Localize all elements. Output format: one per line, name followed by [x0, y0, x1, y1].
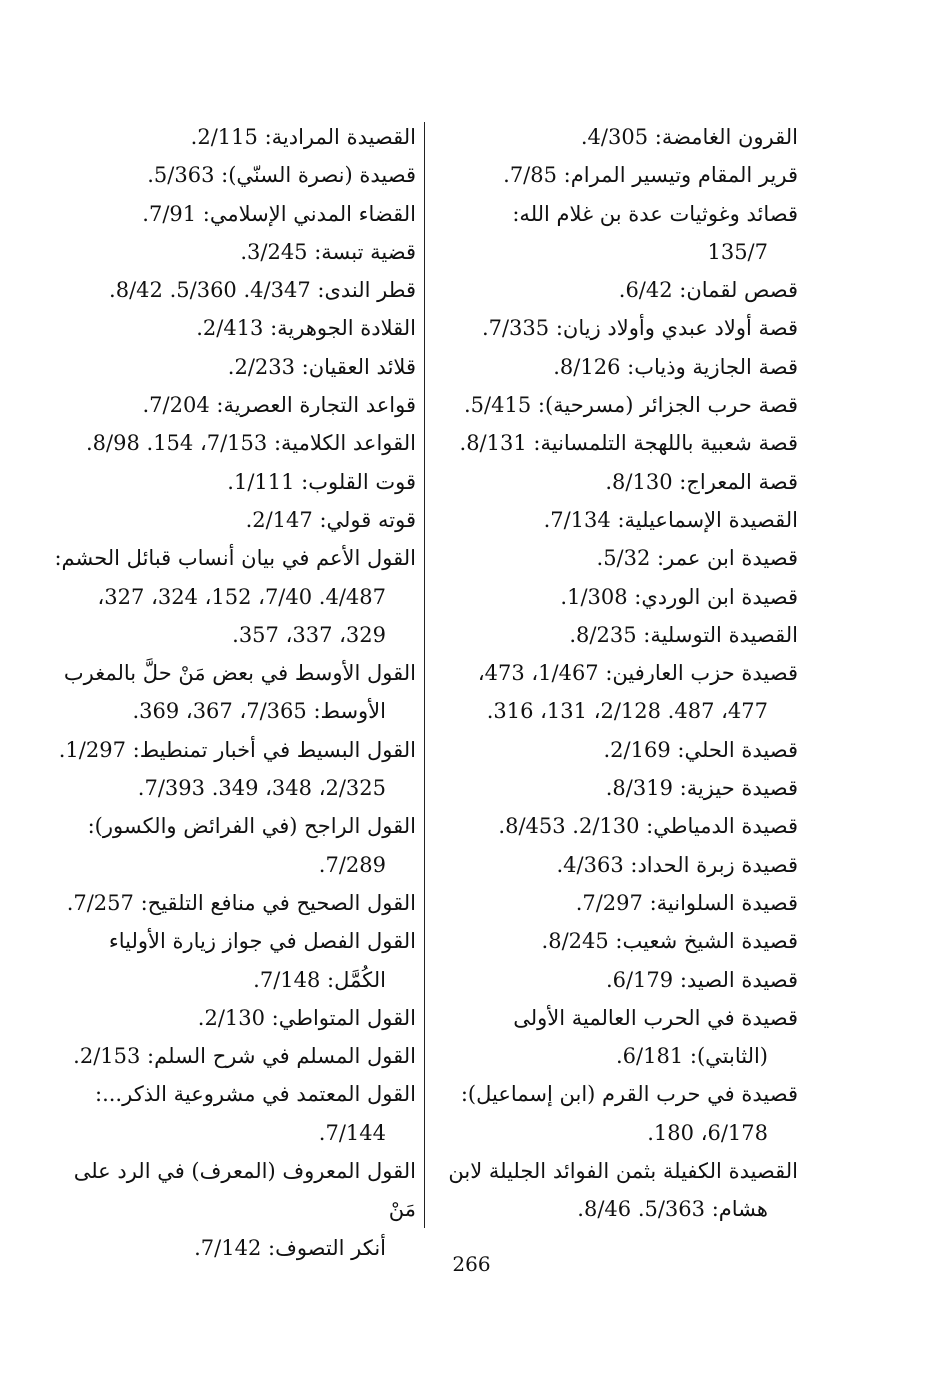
entry-line: القضاء المدني الإسلامي: 7/91.: [142, 201, 416, 226]
entry-line: القول الصحيح في منافع التلقيح: 7/257.: [66, 890, 416, 915]
index-entry: [430, 999, 798, 1076]
entry-line: قصيدة في الحرب العالمية الأولى: [513, 1005, 798, 1030]
entry-line: القول الفصل في جواز زيارة الأولياء: [108, 929, 416, 954]
entry-line: قصة حرب الجزائر (مسرحية): 5/415.: [463, 393, 798, 418]
index-entry: [48, 271, 416, 309]
index-entry: [430, 961, 798, 999]
index-entry: [48, 501, 416, 539]
index-entry: [430, 309, 798, 347]
entry-line: القول الأوسط في بعض مَنْ حلَّ بالمغرب: [63, 661, 416, 686]
index-entry: [430, 731, 798, 769]
entry-line: القلادة الجوهرية: 2/413.: [196, 316, 416, 341]
entry-continuation-line: 6/178، 180.: [647, 1120, 768, 1145]
entry-continuation-line: 477، 487. 2/128، 131، 316.: [486, 699, 768, 724]
entry-line: القرون الغامضة: 4/305.: [580, 125, 798, 149]
entry-line: قصص لقمان: 6/42.: [618, 278, 798, 303]
entry-line: قصة الجازية وذياب: 8/126.: [553, 354, 798, 379]
index-entry: [48, 999, 416, 1037]
entry-line: القصيدة التوسلية: 8/235.: [569, 622, 798, 647]
entry-continuation-line: 2/325، 348، 349. 7/393.: [137, 776, 386, 801]
entry-line: قصيدة حيزية: 8/319.: [605, 776, 798, 801]
index-entry: [430, 271, 798, 309]
index-entry: [48, 807, 416, 884]
index-entry: [48, 309, 416, 347]
entry-line: قصة المعراج: 8/130.: [605, 469, 798, 494]
entry-line: قوته قولي: 2/147.: [245, 507, 416, 532]
entry-line: القول المعروف (المعرف) في الرد على مَنْ: [73, 1159, 416, 1222]
index-entry: [48, 922, 416, 999]
entry-line: القصيدة الكفيلة بثمن الفوائد الجليلة لابن: [448, 1159, 798, 1184]
index-entry: [48, 539, 416, 654]
entry-line: قواعد التجارة العصرية: 7/204.: [142, 393, 416, 418]
entry-line: القواعد الكلامية: 7/153، 154. 8/98.: [85, 431, 416, 456]
index-column-right: [430, 118, 798, 1229]
entry-line: قصيدة ابن عمر: 5/32.: [596, 546, 798, 571]
entry-line: القصيدة الإسماعيلية: 7/134.: [543, 507, 798, 532]
entry-continuation-line: 329، 337، 357.: [232, 622, 386, 647]
entry-line: قوت القلوب: 1/111.: [227, 469, 416, 494]
entry-continuation-line: الكُمَّل: 7/148.: [253, 967, 386, 992]
entry-line: قلائد العقيان: 2/233.: [227, 354, 416, 379]
index-entry: [430, 884, 798, 922]
entry-continuation-line: 7/144.: [318, 1120, 386, 1145]
index-entry: [430, 769, 798, 807]
index-entry: [430, 654, 798, 731]
entry-line: قصيدة (نصرة السنّي): 5/363.: [147, 163, 416, 188]
index-entry: [430, 1075, 798, 1152]
entry-line: قصيدة الشيخ شعيب: 8/245.: [541, 929, 798, 954]
index-entry: [430, 156, 798, 194]
entry-continuation-line: الأوسط: 7/365، 367، 369.: [132, 699, 386, 724]
index-entry: [48, 424, 416, 462]
entry-continuation-line: هشام: 5/363. 8/46.: [577, 1197, 768, 1222]
entry-line: قصيدة زبرة الحداد: 4/363.: [556, 852, 798, 877]
entry-line: قصائد وغوثيات عدة بن غلام الله:: [512, 201, 798, 226]
entry-line: قصيدة ابن الوردي: 1/308.: [560, 584, 798, 609]
entry-line: القول المسلم في شرح السلم: 2/153.: [73, 1044, 416, 1069]
index-entry: [48, 1152, 416, 1267]
entry-line: قرير المقام وتيسير المرام: 7/85.: [503, 163, 798, 188]
page-number: 266: [452, 1252, 491, 1276]
column-divider: [424, 122, 425, 1228]
entry-line: القول الأعم في بيان أنساب قبائل الحشم:: [54, 546, 416, 571]
entry-line: قصيدة السلوانية: 7/297.: [575, 890, 798, 915]
index-entry: [48, 348, 416, 386]
index-entry: [430, 616, 798, 654]
index-entry: [48, 731, 416, 808]
entry-line: قضية تبسة: 3/245.: [240, 239, 416, 264]
index-entry: [430, 463, 798, 501]
index-entry: [430, 846, 798, 884]
entry-line: القول المعتمد في مشروعية الذكر...:: [95, 1082, 416, 1107]
index-entry: [48, 118, 416, 156]
index-entry: [430, 501, 798, 539]
index-entry: [430, 386, 798, 424]
index-entry: [48, 1037, 416, 1075]
entry-continuation-line: (الثابتي): 6/181.: [615, 1044, 768, 1069]
index-column-left: [48, 118, 416, 1267]
index-entry: [48, 463, 416, 501]
entry-line: قصيدة في حرب القرم (ابن إسماعيل):: [460, 1082, 798, 1107]
entry-line: القول المتواطي: 2/130.: [197, 1005, 416, 1030]
index-entry: [430, 348, 798, 386]
entry-line: قصيدة الحلي: 2/169.: [603, 737, 798, 762]
index-entry: [48, 195, 416, 233]
entry-continuation-line: أنكر التصوف: 7/142.: [194, 1235, 386, 1260]
index-entry: [430, 424, 798, 462]
entry-line: القول الراجح (في الفرائض والكسور):: [87, 814, 416, 839]
index-entry: [48, 1075, 416, 1152]
entry-line: قصيدة الدمياطي: 2/130. 8/453.: [498, 814, 798, 839]
entry-continuation-line: 4/487. 7/40، 152، 324، 327،: [97, 584, 386, 609]
entry-line: قصة أولاد عبدي وأولاد زيان: 7/335.: [481, 316, 798, 341]
entry-line: القول البسيط في أخبار تمنطيط: 1/297.: [58, 737, 416, 762]
index-entry: [430, 195, 798, 272]
index-entry: [48, 156, 416, 194]
entry-continuation-line: 7/289.: [318, 852, 386, 877]
index-entry: [48, 386, 416, 424]
index-entry: [48, 233, 416, 271]
index-entry: [48, 884, 416, 922]
entry-line: القصيدة المرادية: 2/115.: [190, 125, 416, 149]
index-entry: [430, 578, 798, 616]
entry-line: قصيدة حزب العارفين: 1/467، 473،: [477, 661, 798, 686]
index-entry: [430, 539, 798, 577]
entry-continuation-line: 135/7: [707, 239, 768, 264]
index-entry: [430, 118, 798, 156]
index-entry: [430, 1152, 798, 1229]
index-entry: [430, 807, 798, 845]
entry-line: قصة شعبية باللهجة التلمسانية: 8/131.: [459, 431, 798, 456]
entry-line: قصيدة الصيد: 6/179.: [605, 967, 798, 992]
index-entry: [430, 922, 798, 960]
index-entry: [48, 654, 416, 731]
entry-line: قطر الندى: 4/347. 5/360. 8/42.: [109, 278, 416, 303]
